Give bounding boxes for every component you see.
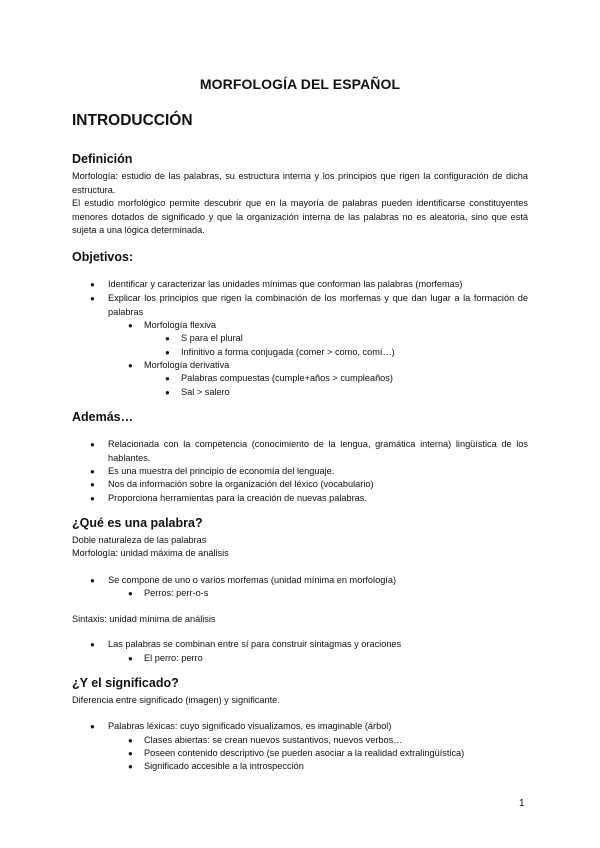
- bullet-icon: ●: [128, 589, 133, 598]
- list-item-flexiva: Morfología flexiva: [144, 320, 217, 330]
- list-item-contenido-descriptivo: Poseen contenido descriptivo (se pueden asociar a la realidad extralingüística): [144, 748, 465, 758]
- list-item-compone-morfemas: Se compone de uno o varios morfemas (unidad mínima en morfología): [108, 575, 397, 585]
- heading-definicion: Definición: [72, 152, 133, 166]
- bullet-icon: ●: [90, 576, 95, 585]
- text-morfologia-unidad: Morfología: unidad máxima de análisis: [72, 548, 229, 558]
- list-item-el-perro: El perro: perro: [144, 653, 203, 663]
- bullet-icon: ●: [128, 361, 133, 370]
- paragraph-definicion-2: El estudio morfológico permite descubrir que en la mayoría de palabras pueden identificarse constituyentes menores dotados de significado y que la organización interna de las palabras no es aleatoria, sino que está sujeta a una lógica determinada.: [72, 198, 528, 235]
- document-title: MORFOLOGÍA DEL ESPAÑOL: [199, 76, 401, 92]
- bullet-icon: ●: [128, 654, 133, 663]
- text-sintaxis-unidad: Sintaxis: unidad mínima de análisis: [72, 614, 216, 624]
- list-item-objetivo-2: Explicar los principios que rigen la combinación de los morfemas y que dan lugar a la formación de palabras: [108, 293, 528, 317]
- list-item-derivativa-b: Sal > salero: [181, 387, 230, 397]
- bullet-icon: ●: [90, 280, 95, 289]
- paragraph-definicion-1: Morfología: estudio de las palabras, su estructura interna y los principios que rigen la configuración de dicha estructura.: [72, 171, 528, 195]
- list-item-palabras-lexicas: Palabras léxicas: cuyo significado visualizamos, es imaginable (árbol): [108, 721, 392, 731]
- list-item-perros: Perros: perr-o-s: [144, 588, 209, 598]
- bullet-icon: ●: [90, 480, 95, 489]
- bullet-icon: ●: [165, 388, 170, 397]
- bullet-icon: ●: [128, 762, 133, 771]
- bullet-icon: ●: [128, 749, 133, 758]
- list-item-objetivo-1: Identificar y caracterizar las unidades mínimas que conforman las palabras (morfemas): [108, 279, 463, 289]
- page-number: 1: [519, 798, 525, 809]
- text-diferencia-significado: Diferencia entre significado (imagen) y significante.: [72, 695, 280, 705]
- bullet-icon: ●: [128, 736, 133, 745]
- heading-objetivos: Objetivos:: [72, 250, 134, 264]
- bullet-icon: ●: [90, 467, 95, 476]
- list-item-derivativa: Morfología derivativa: [144, 360, 230, 370]
- bullet-icon: ●: [90, 722, 95, 731]
- heading-y-el-significado: ¿Y el significado?: [72, 676, 179, 690]
- section-heading-introduccion: INTRODUCCIÓN: [72, 112, 193, 129]
- heading-ademas: Además…: [72, 410, 134, 424]
- bullet-icon: ●: [165, 348, 170, 357]
- heading-que-es-una-palabra: ¿Qué es una palabra?: [72, 516, 203, 530]
- list-item-ademas-3: Nos da información sobre la organización del léxico (vocabulario): [108, 479, 374, 489]
- bullet-icon: ●: [90, 494, 95, 503]
- list-item-flexiva-b: Infinitivo a forma conjugada (comer > como, comí…): [181, 347, 395, 357]
- bullet-icon: ●: [90, 440, 95, 449]
- list-item-ademas-4: Proporciona herramientas para la creación de nuevas palabras.: [108, 493, 367, 503]
- list-item-combinan-sintagmas: Las palabras se combinan entre sí para construir sintagmas y oraciones: [108, 639, 402, 649]
- bullet-icon: ●: [128, 321, 133, 330]
- list-item-introspeccion: Significado accesible a la introspección: [144, 761, 304, 771]
- list-item-flexiva-a: S para el plural: [181, 333, 243, 343]
- list-item-ademas-1: Relacionada con la competencia (conocimiento de la lengua, gramática interna) lingüística de los hablantes.: [108, 439, 528, 463]
- bullet-icon: ●: [165, 334, 170, 343]
- bullet-icon: ●: [90, 640, 95, 649]
- bullet-icon: ●: [165, 374, 170, 383]
- list-item-ademas-2: Es una muestra del principio de economía del lenguaje.: [108, 466, 335, 476]
- text-doble-naturaleza: Doble naturaleza de las palabras: [72, 535, 207, 545]
- list-item-derivativa-a: Palabras compuestas (cumple+años > cumpleaños): [181, 373, 393, 383]
- bullet-icon: ●: [90, 294, 95, 303]
- list-item-clases-abiertas: Clases abiertas: se crean nuevos sustantivos, nuevos verbos…: [144, 735, 403, 745]
